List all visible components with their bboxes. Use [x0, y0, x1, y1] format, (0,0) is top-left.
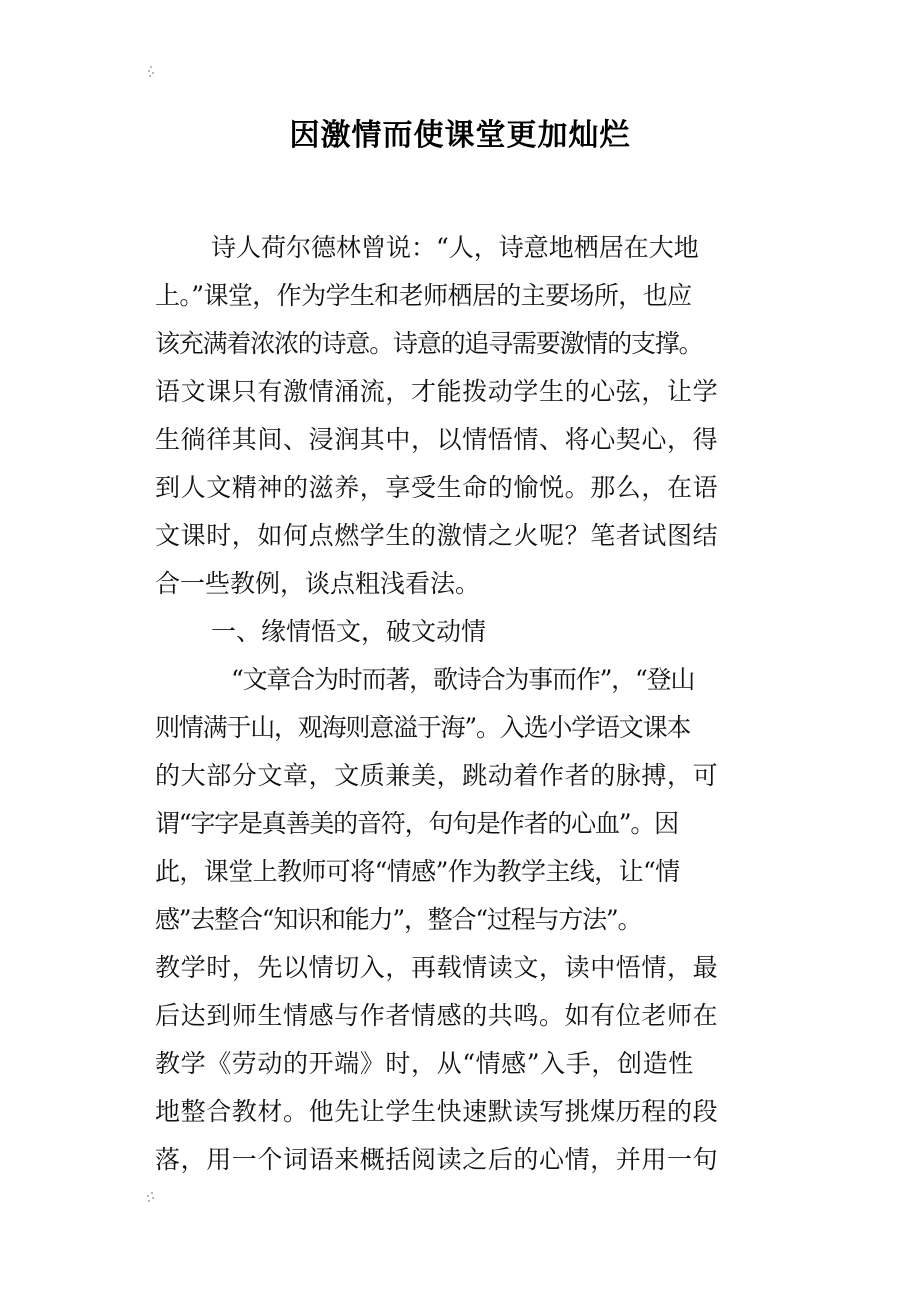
paragraph-line: 感”去整合“知识和能力”，整合“过程与方法”。 [155, 905, 642, 934]
crop-mark-bottom [146, 1192, 156, 1204]
paragraph-line: 生徜徉其间、浸润其中，以情悟情、将心契心，得 [155, 425, 719, 454]
paragraph-line: 教学时，先以情切入，再载情读文，读中悟情，最 [155, 953, 719, 982]
paragraph-line: 落，用一个词语来概括阅读之后的心情，并用一句 [155, 1145, 719, 1174]
document-body [155, 224, 785, 1184]
paragraph-line: 地整合教材。他先让学生快速默读写挑煤历程的段 [155, 1097, 719, 1126]
paragraph-line: 谓“字字是真善美的音符，句句是作者的心血”。因 [155, 809, 678, 838]
paragraph-line: 诗人荷尔德林曾说：“人，诗意地栖居在大地 [211, 233, 699, 262]
paragraph-line: 该充满着浓浓的诗意。诗意的追寻需要激情的支撑。 [155, 329, 703, 358]
paragraph-line: 教学《劳动的开端》时，从“情感”入手，创造性 [155, 1049, 694, 1078]
paragraph-line: 到人文精神的滋养，享受生命的愉悦。那么，在语 [155, 473, 719, 502]
paragraph-line: 此，课堂上教师可将“情感”作为教学主线，让“情 [155, 857, 680, 886]
document-title: 因激情而使课堂更加灿烂 [289, 118, 631, 153]
section-heading: 一、缘情悟文，破文动情 [211, 617, 487, 646]
paragraph-line: 则情满于山，观海则意溢于海”。入选小学语文课本 [155, 713, 691, 742]
paragraph-line: 上。”课堂，作为学生和老师栖居的主要场所，也应 [155, 281, 692, 310]
paragraph-line: 语文课只有激情涌流，才能拨动学生的心弦，让学 [155, 377, 719, 406]
paragraph-line: 的大部分文章，文质兼美，跳动着作者的脉搏，可 [155, 761, 719, 790]
paragraph-line: “文章合为时而著，歌诗合为事而作”，“登山 [231, 665, 695, 694]
crop-mark-top [146, 66, 156, 78]
paragraph-line: 文课时，如何点燃学生的激情之火呢？笔者试图结 [155, 521, 719, 550]
paragraph-line: 后达到师生情感与作者情感的共鸣。如有位老师在 [155, 1001, 719, 1030]
paragraph-line: 合一些教例，谈点粗浅看法。 [155, 569, 481, 598]
